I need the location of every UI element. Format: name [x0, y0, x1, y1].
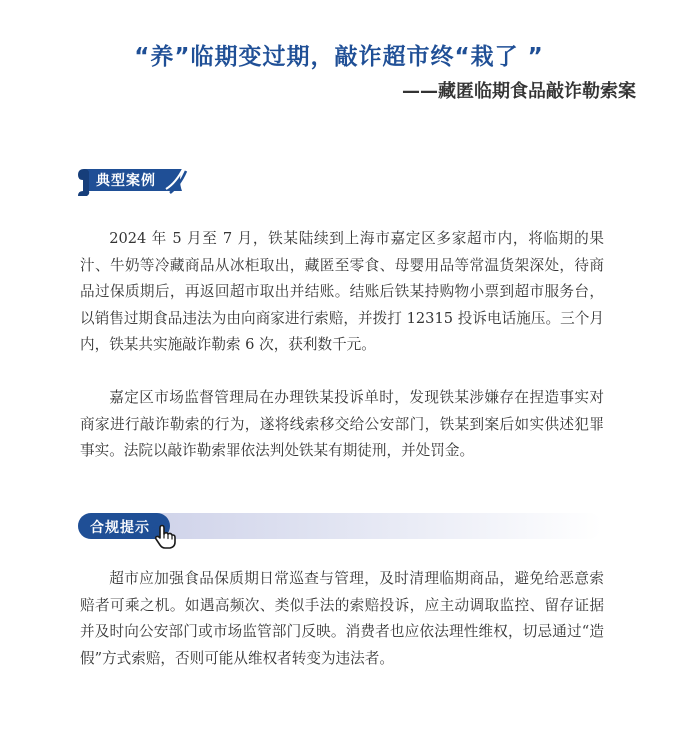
case-section-badge [78, 163, 188, 197]
case-section-label: 典型案例 [96, 173, 156, 189]
case-paragraph-2: 嘉定区市场监督管理局在办理铁某投诉单时，发现铁某涉嫌存在捏造事实对商家进行敲诈勒索的行为，遂将线索移交给公安部门，铁某到案后如实供述犯罪事实。法院以敲诈勒索罪依法判处铁某有期徒刑，并处罚金。 [80, 389, 604, 459]
case-paragraph-1: 2024 年 5 月至 7 月，铁某陆续到上海市嘉定区多家超市内，将临期的果汁、牛奶等冷藏商品从冰柜取出，藏匿至零食、母婴用品等常温货架深处，待商品过保质期后，再返回超市取出并结账。结账后铁某持购物小票到超市服务台，以销售过期食品违法为由向商家进行索赔，并拨打 12315 投诉电话施压。三个月内，铁某共实施敲诈勒索 6 次，获利数千元。 [80, 230, 604, 353]
hand-pointer-icon [150, 519, 178, 549]
page-subtitle: ——藏匿临期食品敲诈勒索案 [402, 81, 636, 102]
tip-paragraph: 超市应加强食品保质期日常巡查与管理，及时清理临期商品，避免给恶意索赔者可乘之机。如遇高频次、类似手法的索赔投诉，应主动调取监控、留存证据并及时向公安部门或市场监管部门反映。消费者也应依法理性维权，切忌通过“造假”方式索赔，否则可能从维权者转变为违法者。 [80, 570, 604, 667]
tip-section-label: 合规提示 [90, 520, 150, 536]
page-title: “养”临期变过期，敲诈超市终“栽了 ” [134, 44, 544, 70]
